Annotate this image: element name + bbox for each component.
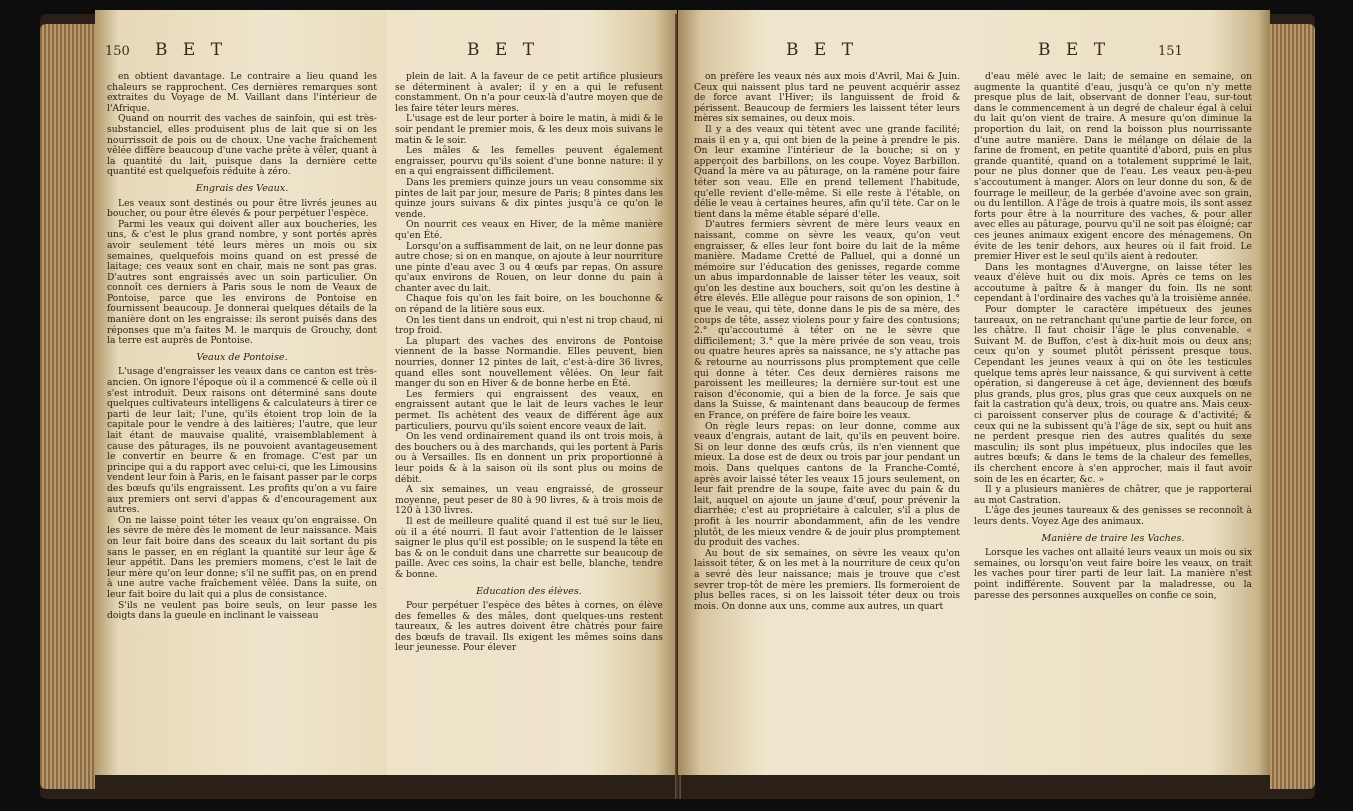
paragraph: Lorsque les vaches ont allaité leurs veaux un mois ou six semaines, ou lorsqu'on veut faire boire les veaux, on trait les vaches pour tirer parti de leur lait. La manière n'est point indifférente. Souvent par la maladresse, ou la paresse des personnes auxquelles on confie ce soin, [974,547,1252,601]
section-heading: Manière de traire les Vaches. [1041,532,1185,544]
left-page-column-2 [387,10,677,775]
paragraph: L'usage est de leur porter à boire le matin, à midi & le soir pendant le premier mois, & les deux mois suivans le matin & le soir. [395,113,663,146]
paragraph: Chaque fois qu'on les fait boire, on les bouchonne & on répand de la litière sous eux. [395,293,663,316]
paragraph: La plupart des vaches des environs de Pontoise viennent de la basse Normandie. Elles peuvent, bien nourries, donner 12 pintes de lait, c'est-à-dire 36 livres, quand elles sont nouvellement vêlées. On leur fait manger du son en Hiver & de bonne herbe en Été. [395,335,663,390]
paragraph: Dans les premiers quinze jours un veau consomme six pintes de lait par jour, mesure de Paris; 8 pintes dans les quinze jours suivans & dix pintes jusqu'à ce qu'on le vende. [395,176,663,220]
running-head: B E T [467,40,540,60]
text-column [107,72,377,763]
paragraph: Dans les montagnes d'Auvergne, on laisse téter les veaux d'élève huit ou dix mois. Après ce tems on les accoutume à paître & à manger du foin. Ils ne sont cependant à l'ordinaire des vaches qu'à la troisième année. [974,261,1252,305]
left-page-edges [40,24,95,789]
section-heading: Engrais des Veaux. [195,182,289,194]
paragraph: Les mâles & les femelles peuvent également engraisser, pourvu qu'ils soient d'une bonne nature: il y en a qui engraissent difficilement. [395,145,663,178]
running-head: B E T [786,40,859,60]
paragraph: On ne laisse point téter les veaux qu'on engraisse. On les sèvre de mère dès le moment de leur naissance. Mais on leur fait boire dans des sceaux du lait sortant du pis sans le passer, en en réglant la quantité sur leur âge & leur appétit. Dans les premiers momens, c'est le lait de leur mère qu'on leur donne; s'il ne suffit pas, on en prend à une autre vache fraîchement vêlée. Dans la suite, on leur fait boire du lait qui a plus de consistance. [107,514,377,600]
text-column [395,72,663,763]
running-head: B E T [1038,40,1111,60]
paragraph: D'autres fermiers sèvrent de mère leurs veaux en naissant, comme on sèvre les veaux, qu'on veut engraisser, & elles leur font boire du lait de la même manière. Madame Cretté de Palluel, qui a donné un mémoire sur l'éducation des genisses, regarde comme un abus impardonnable de laisser téter les veaux, soit qu'on les destine aux bouchers, soit qu'on les destine à être élevés. Elle allègue pour raisons de son opinion, 1.° que le veau, qui tète, donne dans le pis de sa mère, des coups de tête, assez violens pour y faire des contusions; 2.° qu'accoutumé à téter on ne le sèvre que difficilement; 3.° que la mère privée de son veau, trois ou quatre heures après sa naissance, ne s'y attache pas & retourne au nourrissons plus promptement que celle qui donne à téter. Ces deux dernières raisons me paroissent les meilleures; la dernière sur-tout est une raison d'économie, qui a bien de la force. Je sais que dans la Suisse, & maintenant dans beaucoup de fermes en France, on préfère de faire boire les veaux. [694,219,960,421]
paragraph: on préfère les veaux nés aux mois d'Avril, Mai & Juin. Ceux qui naissent plus tard ne peuvent acquérir assez de force avant l'Hiver; ils languissent de froid & périssent. Beaucoup de fermiers les laissent téter leurs mères six semaines, ou deux mois. [694,72,960,125]
paragraph: Pour dompter le caractère impétueux des jeunes taureaux, on ne retranchant qu'une partie de leur force, on les châtre. Il faut choisir l'âge le plus convenable. « Suivant M. de Buffon, c'est à dix-huit mois ou deux ans; ceux qu'on y soumet plutôt périssent presque tous. Cependant les jeunes veaux à qui on ôte les testicules quelque tems après leur naissance, & qui survivent à cette opération, si dangereuse à cet âge, deviennent des bœufs plus grands, plus gros, plus gras que ceux auxquels on ne fait la castration qu'à deux, trois, ou quatre ans. Mais ceux-ci paroissent conserver plus de courage & d'activité; & ceux qui ne la subissent qu'à l'âge de six, sept ou huit ans ne perdent presque rien des autres qualités du sexe masculin; ils sont plus impétueux, plus indociles que les autres bœufs; & dans le tems de la chaleur des femelles, ils cherchent encore à s'en approcher, mais il faut avoir soin de les en écarter, &c. » [974,304,1252,485]
paragraph: L'âge des jeunes taureaux & des genisses se reconnoît à leurs dents. Voyez Age des animaux. [974,505,1252,527]
paragraph: Lorsqu'on a suffisamment de lait, on ne leur donne pas autre chose; si on en manque, on ajoute à leur nourriture une pinte d'eau avec 3 ou 4 œufs par repas. On assure qu'aux environs de Rouen, on leur donne du pain à chanter avec du lait. [395,240,663,294]
paragraph: A six semaines, un veau engraissé, de grosseur moyenne, peut peser de 80 à 90 livres, & à trois mois de 120 à 130 livres. [395,484,663,517]
paragraph: d'eau mêlé avec le lait; de semaine en semaine, on augmente la quantité d'eau, jusqu'à ce qu'on n'y mette presque plus de lait, observant de donner l'eau, sur-tout dans le commencement à un degré de chaleur égal à celui du lait qu'on vient de traire. A mesure qu'on diminue la proportion du lait, on rend la boisson plus nourrissante d'une autre manière. Dans le mélange on délaie de la farine de froment, en petite quantité d'abord, puis en plus grande quantité, quand on a totalement supprimé le lait, pour ne plus donner que de l'eau. Les veaux peu-à-peu s'accoutument à manger. Alors on leur donne du son, & de fourrage le meilleur, de la gerbée d'avoine avec son grain, ou du lentillon. A l'âge de trois à quatre mois, ils sont assez forts pour être à la nourriture des vaches, & pour aller avec elles au pâturage, pourvu qu'il ne soit pas éloigné; car ces jeunes animaux exigent encore des ménagemens. On évite de les tenir dehors, aux heures où il fait froid. Le premier Hiver est le seul qu'ils aient à redouter. [974,72,1252,263]
paragraph: Les fermiers qui engraissent des veaux, en engraissent autant que le lait de leurs vaches le leur permet. Ils achètent des veaux de différent âge aux particuliers, pourvu qu'ils soient encore veaux de lait. [395,388,663,432]
page-number-right: 151 [1158,44,1183,59]
page-number-left: 150 [105,44,130,59]
paragraph: On nourrit ces veaux en Hiver, de la même manière qu'en Été. [395,219,663,241]
section-heading: Veaux de Pontoise. [196,351,288,363]
paragraph: plein de lait. A la faveur de ce petit artifice plusieurs se déterminent à avaler; il y en a qui le refusent constamment. On n'a pour ceux-là d'autre moyen que de les faire téter leurs mères. [395,72,663,114]
right-page-column-2 [968,10,1270,775]
paragraph: On les vend ordinairement quand ils ont trois mois, à des bouchers ou à des marchands, qui les portent à Paris ou à Versailles. Ils en donnent un prix proportionné à leur poids & à la saison où ils sont plus ou moins de débit. [395,431,663,485]
paragraph: On règle leurs repas: on leur donne, comme aux veaux d'engrais, autant de lait, qu'ils en peuvent boire. Si on leur donne des œufs crûs, ils n'en viennent que mieux. La dose est de deux ou trois par jour pendant un mois. Dans quelques cantons de la Franche-Comté, après avoir laissé téter les veaux 15 jours seulement, on leur fait prendre de la soupe, faite avec du pain & du lait, auquel on ajoute un jaune d'œuf, pour prévenir la diarrhée; c'est au propriétaire à calculer, s'il a plus de profit à les nourrir abondamment, afin de les vendre plutôt, de les mieux vendre & de jouir plus promptement du produit des vaches. [694,420,960,549]
paragraph: L'usage d'engraisser les veaux dans ce canton est très-ancien. On ignore l'époque où il a commencé & celle où il s'est introduit. Deux raisons ont déterminé sans doute quelques cultivateurs intelligens & calculateurs à tirer ce parti de leur lait; l'une, qu'ils étoient trop loin de la capitale pour le vendre à des laitières; l'autre, que leur lait étant de mauvaise qualité, vraisemblablement à cause des pâturages, ils ne pouvoient avantageusement le convertir en beurre & en fromage. C'est par un principe qui a du rapport avec celui-ci, que les Limousins vendent leur foin à Paris, en le faisant passer par le corps des bœufs qu'ils engraissent. Les profits qu'on a vu faire aux premiers ont servi d'appas & d'encouragement aux autres. [107,366,377,516]
paragraph: Il est de meilleure qualité quand il est tué sur le lieu, où il a été nourri. Il faut avoir l'attention de le laisser saigner le plus qu'il est possible; on le suspend la tête en bas & on le conduit dans une charrette sur beaucoup de paille. Avec ces soins, la chair est belle, blanche, tendre & bonne. [395,515,663,580]
paragraph: Les veaux sont destinés ou pour être livrés jeunes au boucher, ou pour être élevés & pour perpétuer l'espèce. [107,197,377,220]
left-page-column-1 [95,10,387,775]
paragraph: Il y a plusieurs manières de châtrer, que je rapporterai au mot Castration. [974,484,1252,506]
paragraph: Pour perpétuer l'espèce des bêtes à cornes, on élève des femelles & des mâles, dont quelques-uns restent taureaux, & les autres doivent être châtrés pour faire des bœufs de travail. Ils exigent les mêmes soins dans leur jeunesse. Pour élever [395,600,663,654]
paragraph: Au bout de six semaines, on sèvre les veaux qu'on laissoit téter, & on les met à la nourriture de ceux qu'on a sevré dès leur naissance; mais je trouve que c'est sevrer trop-tôt de mère les premiers. Ils formeroient de plus belles races, si on les laissoit téter deux ou trois mois. On donne aux uns, comme aux autres, un quart [694,547,960,612]
paragraph: en obtient davantage. Le contraire a lieu quand les chaleurs se rapprochent. Ces dernières remarques sont extraites du Voyage de M. Vaillant dans l'intérieur de l'Afrique. [107,72,377,114]
section-heading: Education des élèves. [476,585,582,597]
paragraph: Quand on nourrit des vaches de sainfoin, qui est très-substanciel, elles produisent plus de lait que si on les nourrissoit de pois ou de choux. Une vache fraîchement vêlée diffère beaucoup d'une vache prête à vêler, quant à la quantité du lait, puisque dans la dernière cette quantité est quelquefois réduite à zéro. [107,113,377,178]
paragraph: Parmi les veaux qui doivent aller aux boucheries, les uns, & c'est le plus grand nombre, y sont portés après avoir seulement tété leurs mères un mois ou six semaines, quelquefois moins quand on est pressé de laitage; ces veaux sont en chair, mais ne sont pas gras. D'autres sont engraissés avec un soin particulier. On connoît ces derniers à Paris sous le nom de Veaux de Pontoise, parce que les environs de Pontoise en fournissent beaucoup. Je donnerai quelques détails de la manière dont on les engraisse: ils seront puisés dans des réponses que m'a faites M. le marquis de Grouchy, dont la terre est auprès de Pontoise. [107,218,377,347]
paragraph: S'ils ne veulent pas boire seuls, on leur passe les doigts dans la gueule en inclinant le vaisseau [107,599,377,622]
right-page-column-1 [678,10,968,775]
paragraph: On les tient dans un endroit, qui n'est ni trop chaud, ni trop froid. [395,314,663,337]
text-column [974,72,1252,763]
paragraph: Il y a des veaux qui tètent avec une grande facilité; mais il en y a, qui ont bien de la peine à prendre le pis. On leur examine l'intérieur de la bouche; si on y apperçoit des barbillons, on les coupe. Voyez Barbillon. Quand la mère va au pâturage, on la ramène pour faire téter son veau. Elle en prend tellement l'habitude, qu'elle revient d'elle-même. Si elle reste à l'étable, on délie le veau à certaines heures, afin qu'il tète. Car on le tient dans la même étable séparé d'elle. [694,123,960,220]
right-page-edges [1270,24,1315,789]
running-head: B E T [155,40,228,60]
text-column [694,72,960,763]
